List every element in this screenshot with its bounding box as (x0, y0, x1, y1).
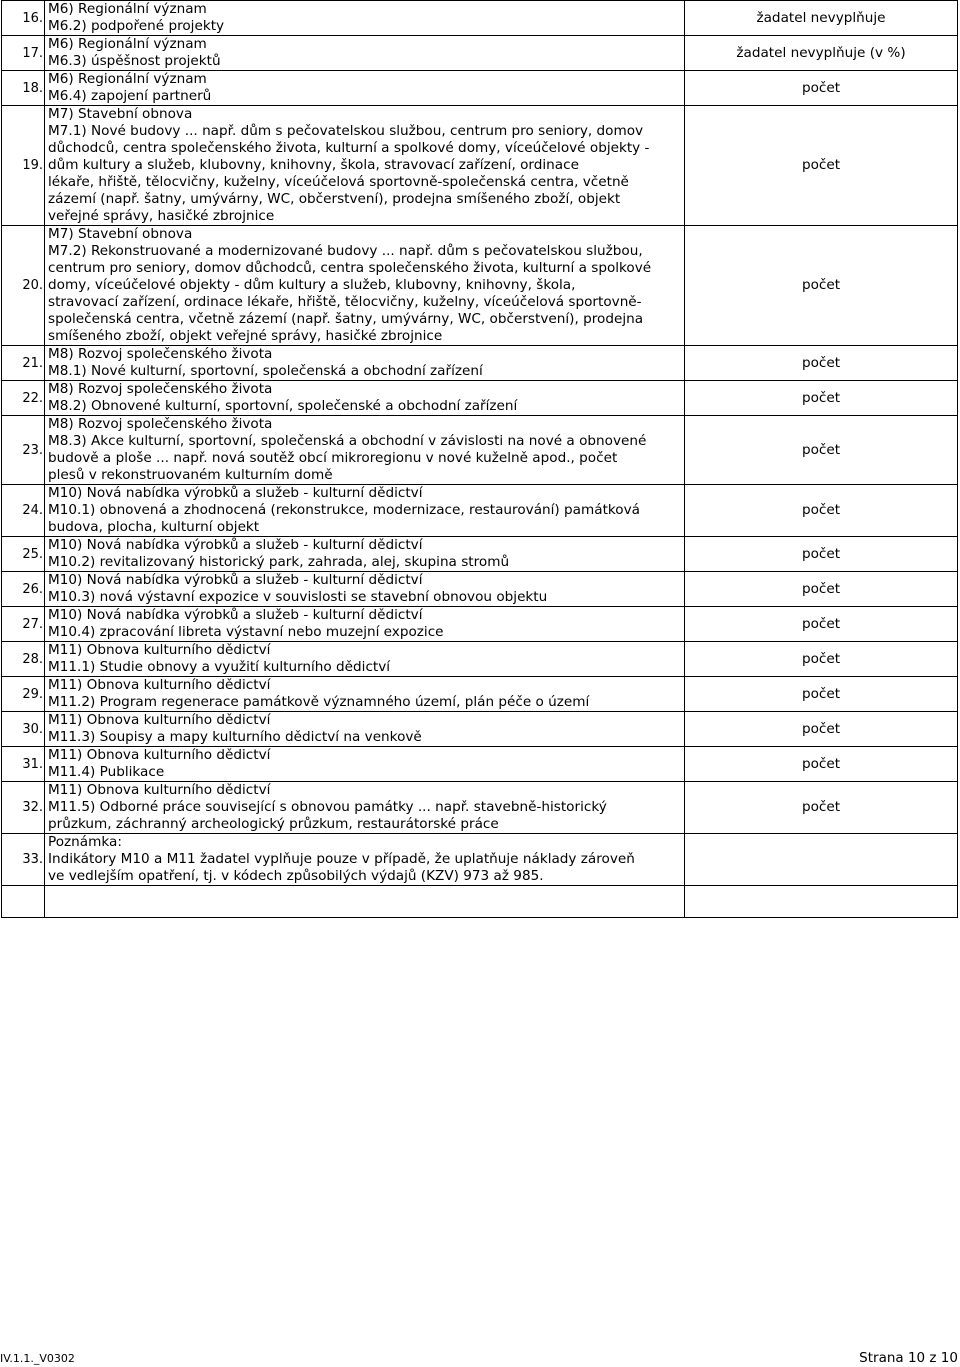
table-row (2, 607, 958, 642)
description-line: M6) Regionální význam (48, 1, 207, 17)
unit-cell (685, 834, 958, 886)
description-line: průzkum, záchranný archeologický průzkum, restaurátorské práce (48, 816, 499, 832)
row-number: 32. (2, 782, 45, 834)
unit-cell: počet (685, 226, 958, 346)
unit-cell: počet (685, 677, 958, 712)
description-line: M8) Rozvoj společenského života (48, 381, 273, 397)
description-line: M6) Regionální význam (48, 36, 207, 52)
description-line: M7.2) Rekonstruované a modernizované budovy ... např. dům s pečovatelskou službou, (48, 243, 643, 259)
indicator-description (45, 642, 685, 677)
description-line: budova, plocha, kulturní objekt (48, 519, 260, 535)
indicator-description (45, 747, 685, 782)
description-line: M8.1) Nové kulturní, sportovní, společenská a obchodní zařízení (48, 363, 483, 379)
table-row (2, 381, 958, 416)
row-number: 25. (2, 537, 45, 572)
description-line: stravovací zařízení, ordinace lékaře, hřiště, tělocvičny, kuželny, víceúčelová sportovně- (48, 294, 642, 310)
indicator-description (45, 782, 685, 834)
description-line: M6.4) zapojení partnerů (48, 88, 212, 104)
description-line: důchodců, centra společenského života, kulturní a spolkové domy, víceúčelové objekty - (48, 140, 650, 156)
description-line: budově a ploše ... např. nová soutěž obcí mikroregionu v nové kuželně apod., počet (48, 450, 618, 466)
form-code: IV.1.1._V0302 (0, 1352, 75, 1365)
empty-cell (2, 886, 45, 918)
description-line: M11.5) Odborné práce související s obnovou památky ... např. stavebně-historický (48, 799, 607, 815)
table-row (2, 71, 958, 106)
table-row (2, 416, 958, 485)
description-line: M6.2) podpořené projekty (48, 18, 225, 34)
description-line: M11) Obnova kulturního dědictví (48, 712, 271, 728)
row-number: 33. (2, 834, 45, 886)
table-row (2, 782, 958, 834)
empty-cell (45, 886, 685, 918)
row-number: 23. (2, 416, 45, 485)
empty-row (2, 886, 958, 918)
table-row (2, 677, 958, 712)
description-line: M11) Obnova kulturního dědictví (48, 782, 271, 798)
description-line: M10) Nová nabídka výrobků a služeb - kulturní dědictví (48, 537, 423, 553)
row-number: 27. (2, 607, 45, 642)
table-row (2, 346, 958, 381)
unit-cell: počet (685, 346, 958, 381)
description-line: M7.1) Nové budovy ... např. dům s pečovatelskou službou, centrum pro seniory, domov (48, 123, 644, 139)
description-line: M8.3) Akce kulturní, sportovní, společenská a obchodní v závislosti na nové a obnovené (48, 433, 647, 449)
description-line: společenská centra, včetně zázemí (např. šatny, umývárny, WC, občerstvení), prodejna (48, 311, 644, 327)
description-line: veřejné správy, hasičké zbrojnice (48, 208, 275, 224)
indicator-description (45, 416, 685, 485)
table-row (2, 537, 958, 572)
table-row (2, 485, 958, 537)
indicator-description (45, 485, 685, 537)
row-number: 28. (2, 642, 45, 677)
empty-cell (685, 886, 958, 918)
indicator-description (45, 346, 685, 381)
table-row (2, 106, 958, 226)
row-number: 31. (2, 747, 45, 782)
table-row (2, 747, 958, 782)
unit-cell: počet (685, 416, 958, 485)
table-row (2, 642, 958, 677)
unit-cell: žadatel nevyplňuje (685, 1, 958, 36)
indicator-description (45, 572, 685, 607)
row-number: 21. (2, 346, 45, 381)
description-line: M10.1) obnovená a zhodnocená (rekonstrukce, modernizace, restaurování) památková (48, 502, 640, 518)
description-line: domy, víceúčelové objekty - dům kultury a služeb, klubovny, knihovny, škola, (48, 277, 576, 293)
unit-cell: počet (685, 747, 958, 782)
indicator-description (45, 226, 685, 346)
indicator-table (1, 0, 958, 918)
description-line: ve vedlejším opatření, tj. v kódech způsobilých výdajů (KZV) 973 až 985. (48, 868, 544, 884)
row-number: 18. (2, 71, 45, 106)
row-number: 16. (2, 1, 45, 36)
table-row (2, 712, 958, 747)
unit-cell: počet (685, 381, 958, 416)
unit-cell: počet (685, 537, 958, 572)
description-line: M8) Rozvoj společenského života (48, 416, 273, 432)
indicator-description (45, 607, 685, 642)
indicator-description (45, 1, 685, 36)
row-number: 30. (2, 712, 45, 747)
description-line: M11.2) Program regenerace památkově významného území, plán péče o území (48, 694, 590, 710)
description-line: M8) Rozvoj společenského života (48, 346, 273, 362)
description-line: lékaře, hřiště, tělocvičny, kuželny, víceúčelová sportovně-společenská centra, včetně (48, 174, 629, 190)
description-line: M10) Nová nabídka výrobků a služeb - kulturní dědictví (48, 607, 423, 623)
description-line: M11) Obnova kulturního dědictví (48, 747, 271, 763)
table-row (2, 226, 958, 346)
description-line: M10.2) revitalizovaný historický park, zahrada, alej, skupina stromů (48, 554, 510, 570)
row-number: 19. (2, 106, 45, 226)
unit-cell: počet (685, 642, 958, 677)
indicator-description (45, 106, 685, 226)
description-line: M11.1) Studie obnovy a využití kulturního dědictví (48, 659, 391, 675)
description-line: zázemí (např. šatny, umývárny, WC, občerstvení), prodejna smíšeného zboží, objekt (48, 191, 621, 207)
row-number: 24. (2, 485, 45, 537)
description-line: M6.3) úspěšnost projektů (48, 53, 221, 69)
unit-cell: počet (685, 572, 958, 607)
description-line: M10) Nová nabídka výrobků a služeb - kulturní dědictví (48, 572, 423, 588)
table-row (2, 834, 958, 886)
description-line: Indikátory M10 a M11 žadatel vyplňuje pouze v případě, že uplatňuje náklady zároveň (48, 851, 635, 867)
unit-cell: žadatel nevyplňuje (v %) (685, 36, 958, 71)
indicator-description (45, 381, 685, 416)
unit-cell: počet (685, 782, 958, 834)
table-row (2, 572, 958, 607)
page-number: Strana 10 z 10 (859, 1350, 958, 1366)
indicator-description (45, 537, 685, 572)
row-number: 29. (2, 677, 45, 712)
description-line: Poznámka: (48, 834, 122, 850)
description-line: dům kultury a služeb, klubovny, knihovny, škola, stravovací zařízení, ordinace (48, 157, 579, 173)
description-line: M11.3) Soupisy a mapy kulturního dědictví na venkově (48, 729, 422, 745)
description-line: M7) Stavební obnova (48, 106, 193, 122)
indicator-description (45, 677, 685, 712)
indicator-description (45, 36, 685, 71)
description-line: M8.2) Obnovené kulturní, sportovní, společenské a obchodní zařízení (48, 398, 518, 414)
unit-cell: počet (685, 607, 958, 642)
indicator-description (45, 834, 685, 886)
row-number: 26. (2, 572, 45, 607)
row-number: 17. (2, 36, 45, 71)
description-line: M10.4) zpracování libreta výstavní nebo muzejní expozice (48, 624, 444, 640)
unit-cell: počet (685, 106, 958, 226)
description-line: M7) Stavební obnova (48, 226, 193, 242)
indicator-table-body (2, 1, 958, 918)
unit-cell: počet (685, 485, 958, 537)
description-line: M10.3) nová výstavní expozice v souvislosti se stavební obnovou objektu (48, 589, 548, 605)
table-row (2, 1, 958, 36)
description-line: plesů v rekonstruovaném kulturním domě (48, 467, 333, 483)
indicator-description (45, 712, 685, 747)
unit-cell: počet (685, 712, 958, 747)
indicator-description (45, 71, 685, 106)
description-line: smíšeného zboží, objekt veřejné správy, hasičké zbrojnice (48, 328, 443, 344)
row-number: 22. (2, 381, 45, 416)
description-line: M11) Obnova kulturního dědictví (48, 677, 271, 693)
description-line: M11.4) Publikace (48, 764, 165, 780)
description-line: M11) Obnova kulturního dědictví (48, 642, 271, 658)
row-number: 20. (2, 226, 45, 346)
table-row (2, 36, 958, 71)
description-line: M6) Regionální význam (48, 71, 207, 87)
description-line: centrum pro seniory, domov důchodců, centra společenského života, kulturní a spolkové (48, 260, 652, 276)
unit-cell: počet (685, 71, 958, 106)
description-line: M10) Nová nabídka výrobků a služeb - kulturní dědictví (48, 485, 423, 501)
